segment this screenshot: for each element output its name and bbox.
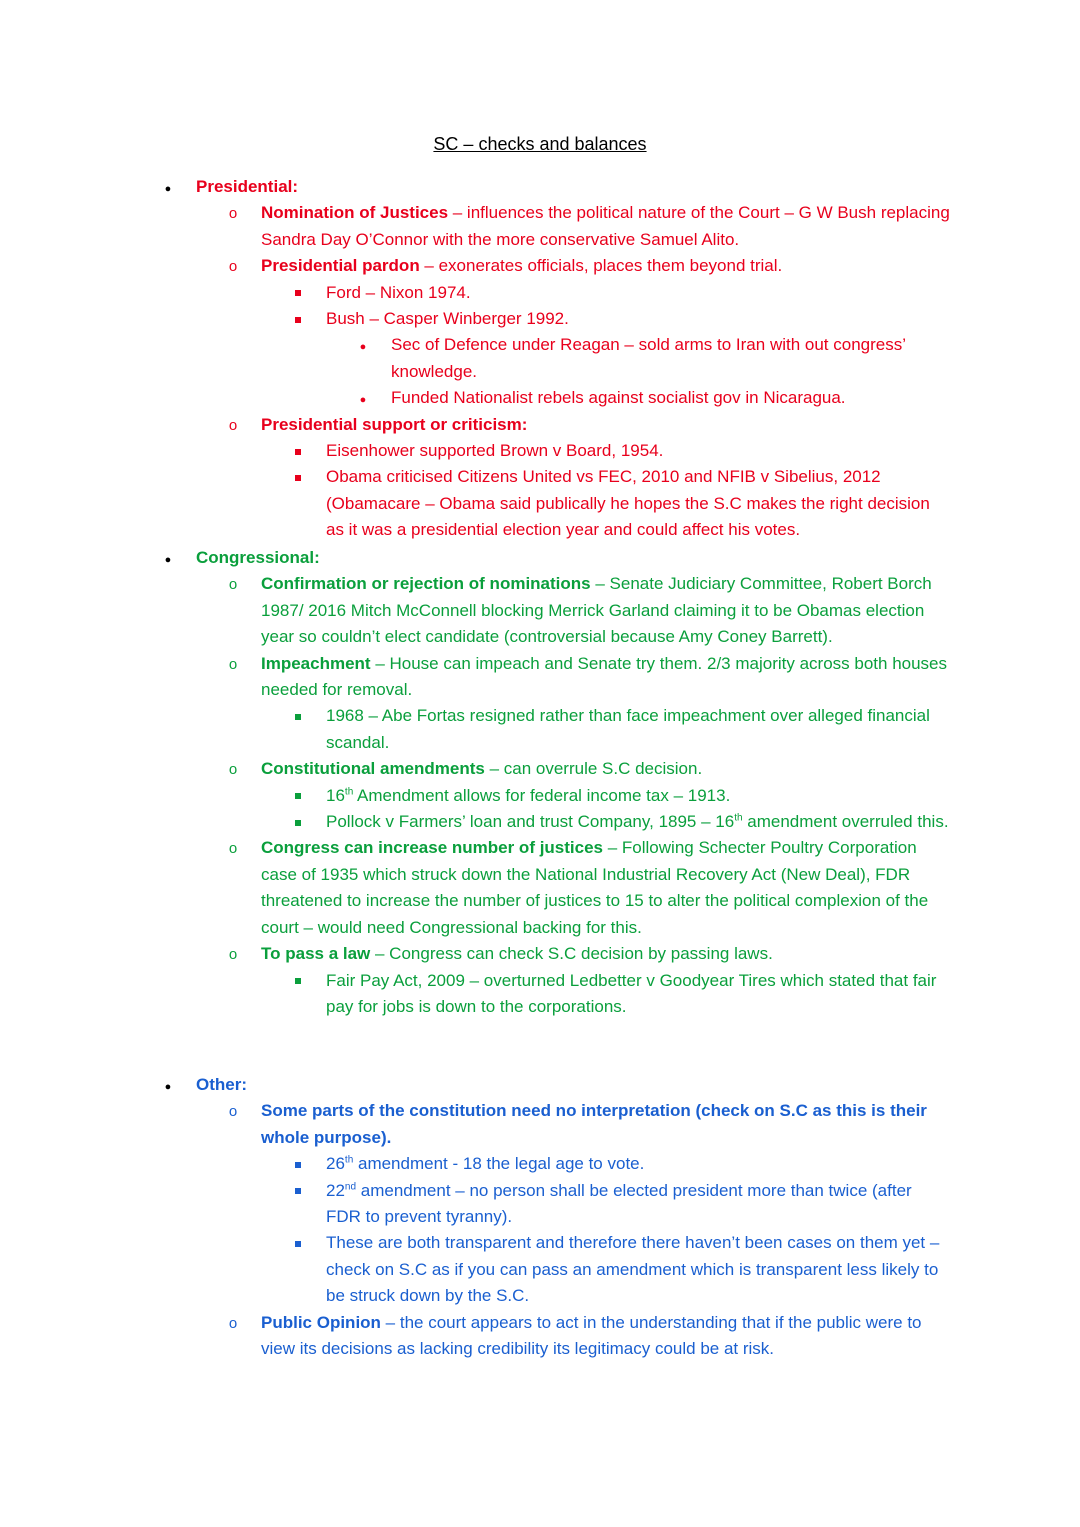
item-text: 1968 – Abe Fortas resigned rather than face impeachment over alleged financial scandal.	[326, 706, 930, 752]
item-text: – House can impeach and Senate try them. 2/3 majority across both houses needed for removal.	[261, 653, 948, 700]
item-label: Public Opinion	[261, 1312, 381, 1332]
ordinal-suffix: th	[344, 786, 354, 797]
item-label: Congress can increase number of justices	[261, 838, 604, 858]
circle-bullet-icon	[223, 651, 243, 678]
item-text: – influences the political nature of the Court – G W Bush replacing Sandra Day O’Connor with the more conservative Samuel Alito.	[261, 203, 950, 249]
presidential-section	[0, 174, 1080, 544]
circle-bullet-icon	[223, 1098, 243, 1125]
list-item	[0, 1151, 1080, 1177]
circle-bullet-icon	[223, 253, 243, 280]
item-text: These are both transparent and therefore there haven’t been cases on them yet – check on S.C as if you can pass an amendment which is transparent less likely to be struck down by the S.C.	[326, 1233, 940, 1306]
item-text: – Congress can check S.C decision by passing laws.	[370, 944, 773, 964]
list-item	[0, 385, 1080, 411]
item-label: Presidential support or criticism:	[261, 414, 528, 434]
circle-bullet-icon	[223, 412, 243, 439]
item-text: Obama criticised Citizens United vs FEC, 2010 and NFIB v Sibelius, 2012 (Obamacare – Obama said publically he hopes the S.C makes the right decision as it was a presidential election year and could affect his votes.	[326, 467, 930, 540]
item-text: Bush – Casper Winberger 1992.	[326, 309, 569, 329]
bullet-icon	[158, 1072, 178, 1100]
circle-bullet-icon	[223, 1310, 243, 1337]
square-bullet-icon	[288, 1151, 308, 1177]
item-text: amendment – no person shall be elected president more than twice (after FDR to prevent tyranny).	[326, 1180, 912, 1227]
list-item	[0, 438, 1080, 464]
list-item	[0, 332, 1080, 385]
square-bullet-icon	[288, 464, 308, 490]
item-label: Presidential pardon	[261, 256, 420, 276]
presidential-heading: Presidential:	[196, 177, 299, 196]
circle-bullet-icon	[223, 835, 243, 862]
square-bullet-icon	[288, 306, 308, 332]
list-item	[0, 306, 1080, 332]
item-text: 22	[326, 1180, 345, 1200]
item-text: 16	[326, 785, 345, 805]
circle-bullet-icon	[223, 756, 243, 783]
congressional-heading: Congressional:	[196, 548, 320, 567]
item-label: Some parts of the constitution need no interpretation (check on S.C as this is their whole purpose).	[261, 1101, 927, 1147]
item-label: Nomination of Justices	[261, 203, 449, 223]
list-item	[0, 1310, 1080, 1363]
item-text: – exonerates officials, places them beyond trial.	[419, 256, 783, 276]
congressional-section	[0, 545, 1080, 1020]
item-text: – can overrule S.C decision.	[484, 759, 703, 779]
presidential-heading-row	[0, 174, 1080, 200]
list-item	[0, 412, 1080, 438]
item-text: – the court appears to act in the understanding that if the public were to view its decisions as lacking credibility its legitimacy could be at risk.	[261, 1312, 922, 1359]
square-bullet-icon	[288, 280, 308, 306]
ordinal-suffix: nd	[344, 1180, 357, 1192]
item-text: Sec of Defence under Reagan – sold arms to Iran with out congress’ knowledge.	[391, 335, 906, 381]
bullet-icon	[353, 385, 373, 413]
list-item	[0, 571, 1080, 650]
square-bullet-icon	[288, 1230, 308, 1256]
square-bullet-icon	[288, 783, 308, 809]
list-item	[0, 200, 1080, 253]
item-text: Pollock v Farmers’ loan and trust Company, 1895 – 16	[326, 812, 735, 832]
item-text: Funded Nationalist rebels against socialist gov in Nicaragua.	[391, 388, 846, 408]
other-heading-row	[0, 1072, 1080, 1098]
list-item	[0, 703, 1080, 756]
list-item	[0, 280, 1080, 306]
square-bullet-icon	[288, 703, 308, 729]
list-item	[0, 1098, 1080, 1151]
item-label: Impeachment	[261, 653, 371, 673]
item-text: Eisenhower supported Brown v Board, 1954.	[326, 441, 664, 461]
item-text: Fair Pay Act, 2009 – overturned Ledbetter v Goodyear Tires which stated that fair pay for jobs is down to the corporations.	[326, 970, 937, 1016]
page-title: SC – checks and balances	[433, 134, 647, 154]
congressional-heading-row	[0, 545, 1080, 571]
list-item	[0, 1230, 1080, 1309]
circle-bullet-icon	[223, 200, 243, 227]
ordinal-suffix: th	[344, 1154, 354, 1166]
list-item	[0, 1178, 1080, 1231]
item-text: Amendment allows for federal income tax – 1913.	[353, 785, 731, 805]
item-label: Confirmation or rejection of nominations	[261, 574, 591, 594]
item-text: amendment overruled this.	[742, 812, 949, 832]
item-text: – Following Schecter Poultry Corporation case of 1935 which struck down the National Industrial Recovery Act (New Deal), FDR threatened to increase the number of justices to 15 to alter the political complexion of the court – would need Congressional backing for this.	[261, 838, 929, 937]
other-heading: Other:	[196, 1075, 247, 1094]
list-item	[0, 809, 1080, 835]
list-item	[0, 756, 1080, 782]
list-item	[0, 783, 1080, 809]
item-text: Ford – Nixon 1974.	[326, 282, 471, 302]
square-bullet-icon	[288, 1178, 308, 1204]
other-section	[0, 1072, 1080, 1362]
list-item	[0, 835, 1080, 941]
circle-bullet-icon	[223, 941, 243, 968]
list-item	[0, 253, 1080, 279]
bullet-icon	[158, 545, 178, 573]
item-text: amendment - 18 the legal age to vote.	[353, 1154, 645, 1174]
list-item	[0, 941, 1080, 967]
bullet-icon	[158, 174, 178, 202]
item-text: – Senate Judiciary Committee, Robert Borch 1987/ 2016 Mitch McConnell blocking Merrick Garland claiming it to be Obamas election year so couldn’t elect candidate (controversial because Amy Coney Barrett).	[261, 574, 932, 647]
square-bullet-icon	[288, 438, 308, 464]
list-item	[0, 464, 1080, 543]
ordinal-suffix: th	[734, 812, 743, 824]
circle-bullet-icon	[223, 571, 243, 598]
list-item	[0, 968, 1080, 1021]
square-bullet-icon	[288, 968, 308, 994]
list-item	[0, 651, 1080, 704]
square-bullet-icon	[288, 809, 308, 835]
item-label: Constitutional amendments	[261, 759, 485, 779]
item-text: 26	[326, 1154, 345, 1174]
bullet-icon	[353, 332, 373, 360]
item-label: To pass a law	[261, 944, 371, 964]
